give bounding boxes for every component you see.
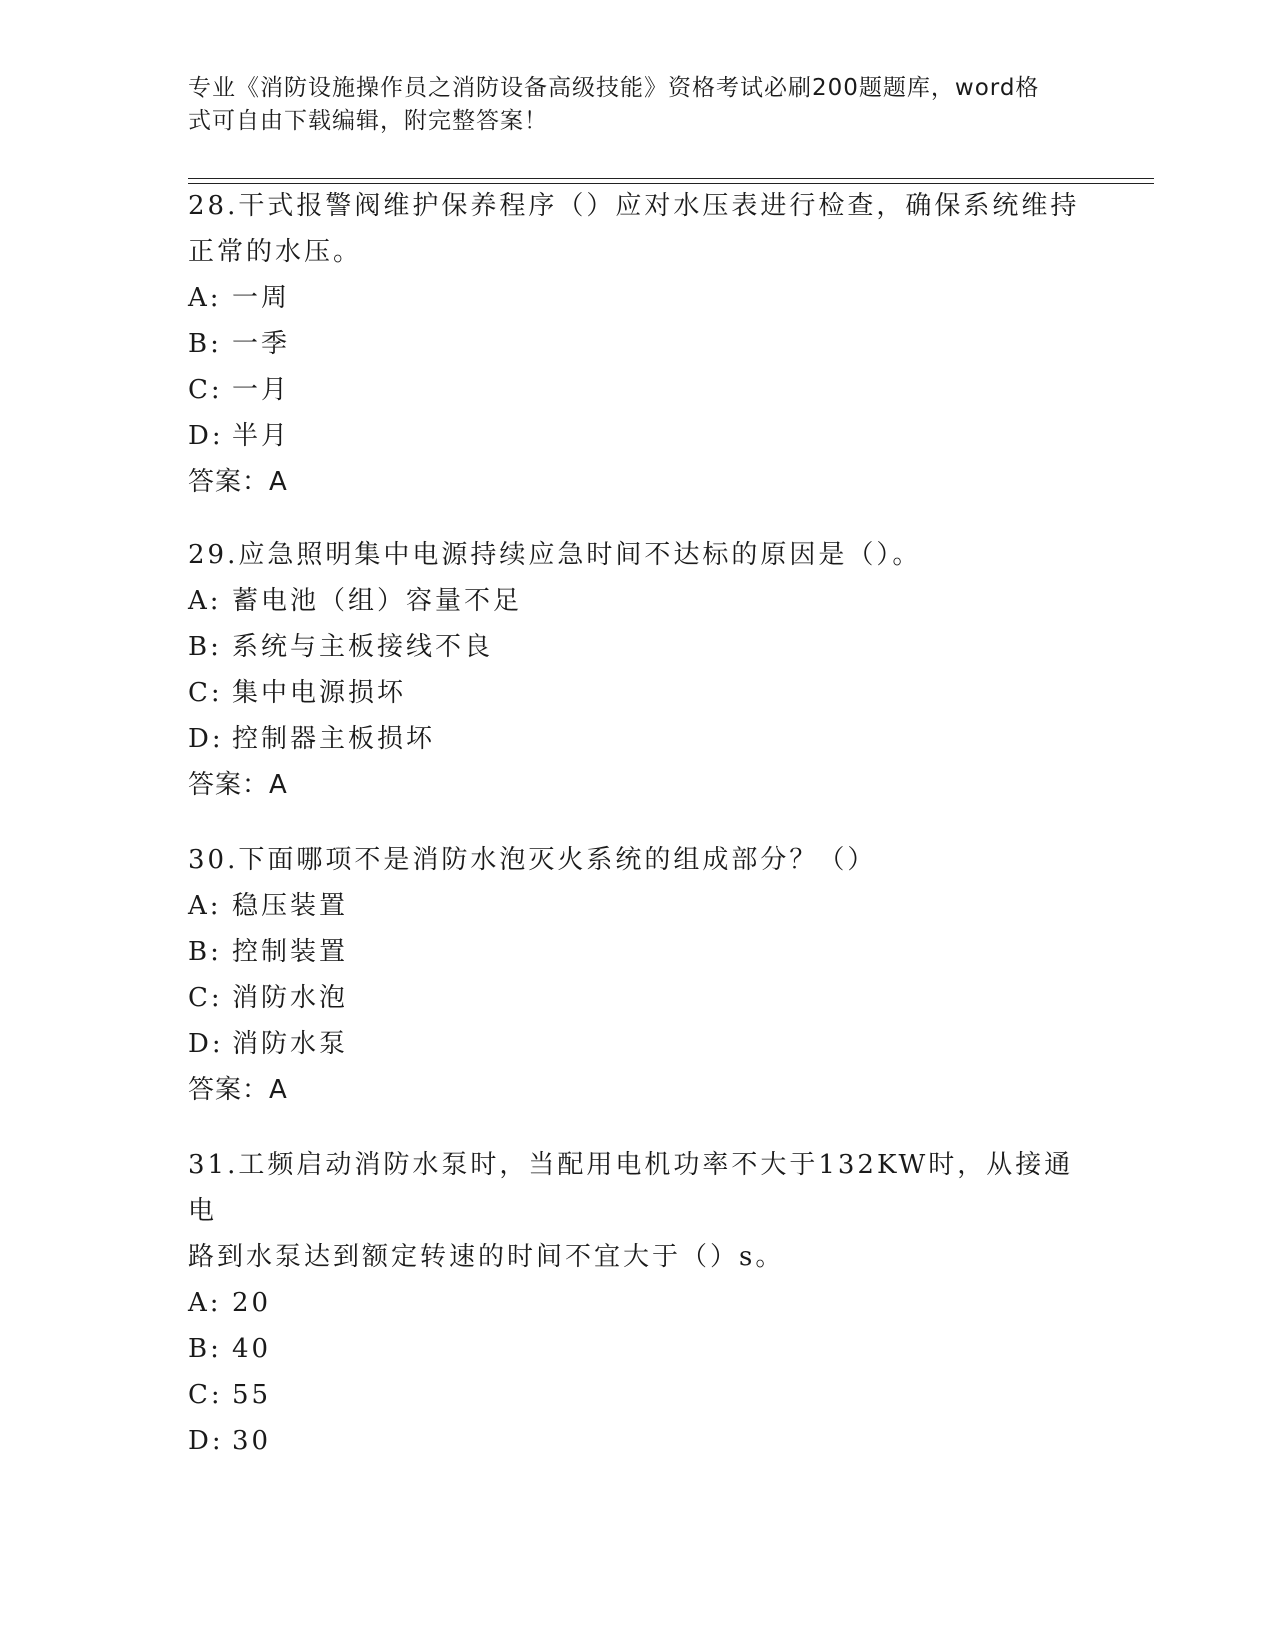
option-a (188, 1280, 1088, 1326)
option-d (188, 1021, 1088, 1067)
option-text: 30 (232, 1426, 272, 1456)
question-28 (188, 183, 1088, 505)
option-letter: A: (188, 891, 222, 921)
option-letter: A: (188, 283, 222, 313)
option-letter: B: (188, 329, 222, 359)
option-c (188, 367, 1088, 413)
option-c (188, 1372, 1088, 1418)
option-b (188, 929, 1088, 975)
option-letter: B: (188, 937, 222, 967)
header-line-2: 式可自由下载编辑，附完整答案！ (188, 108, 548, 134)
option-letter: C: (188, 983, 223, 1013)
option-text: 一月 (232, 375, 291, 405)
answer-line: 答案：A (188, 467, 288, 497)
option-text: 控制器主板损坏 (232, 724, 436, 754)
option-text: 一季 (232, 329, 291, 359)
question-stem-line: 28.干式报警阀维护保养程序（）应对水压表进行检查，确保系统维持 (188, 191, 1080, 221)
option-text: 半月 (232, 421, 291, 451)
option-b (188, 1326, 1088, 1372)
option-letter: D: (188, 1029, 224, 1059)
option-letter: D: (188, 724, 224, 754)
option-text: 一周 (232, 283, 291, 313)
option-b (188, 624, 1088, 670)
option-letter: B: (188, 632, 222, 662)
option-a (188, 275, 1088, 321)
option-letter: D: (188, 421, 224, 451)
option-text: 系统与主板接线不良 (232, 632, 494, 662)
option-text: 集中电源损坏 (232, 678, 407, 708)
option-d (188, 413, 1088, 459)
header-line-1: 专业《消防设施操作员之消防设备高级技能》资格考试必刷200题题库，word格 (188, 75, 1040, 101)
option-text: 稳压装置 (232, 891, 349, 921)
question-stem-line: 正常的水压。 (188, 237, 363, 267)
question-29 (188, 532, 1088, 808)
answer-line: 答案：A (188, 770, 288, 800)
option-c (188, 670, 1088, 716)
option-letter: A: (188, 586, 222, 616)
option-letter: C: (188, 375, 223, 405)
option-c (188, 975, 1088, 1021)
option-letter: A: (188, 1288, 222, 1318)
header-divider-top (188, 178, 1154, 179)
option-text: 40 (232, 1334, 272, 1364)
option-text: 消防水泡 (232, 983, 349, 1013)
option-a (188, 883, 1088, 929)
option-d (188, 716, 1088, 762)
question-stem-line: 31.工频启动消防水泵时，当配用电机功率不大于132KW时，从接通电 (188, 1150, 1074, 1226)
option-d (188, 1418, 1088, 1464)
option-text: 消防水泵 (232, 1029, 349, 1059)
option-letter: B: (188, 1334, 222, 1364)
question-stem-line: 路到水泵达到额定转速的时间不宜大于（）s。 (188, 1242, 785, 1272)
option-letter: C: (188, 1380, 223, 1410)
option-letter: C: (188, 678, 223, 708)
question-31 (188, 1142, 1088, 1464)
option-text: 蓄电池（组）容量不足 (232, 586, 523, 616)
option-text: 55 (232, 1380, 272, 1410)
option-b (188, 321, 1088, 367)
answer-line: 答案：A (188, 1075, 288, 1105)
option-letter: D: (188, 1426, 224, 1456)
question-stem-line: 29.应急照明集中电源持续应急时间不达标的原因是（）。 (188, 540, 922, 570)
question-stem-line: 30.下面哪项不是消防水泡灭火系统的组成部分？（） (188, 845, 877, 875)
option-text: 控制装置 (232, 937, 349, 967)
question-30 (188, 837, 1088, 1113)
option-text: 20 (232, 1288, 272, 1318)
option-a (188, 578, 1088, 624)
document-header (188, 72, 1068, 138)
